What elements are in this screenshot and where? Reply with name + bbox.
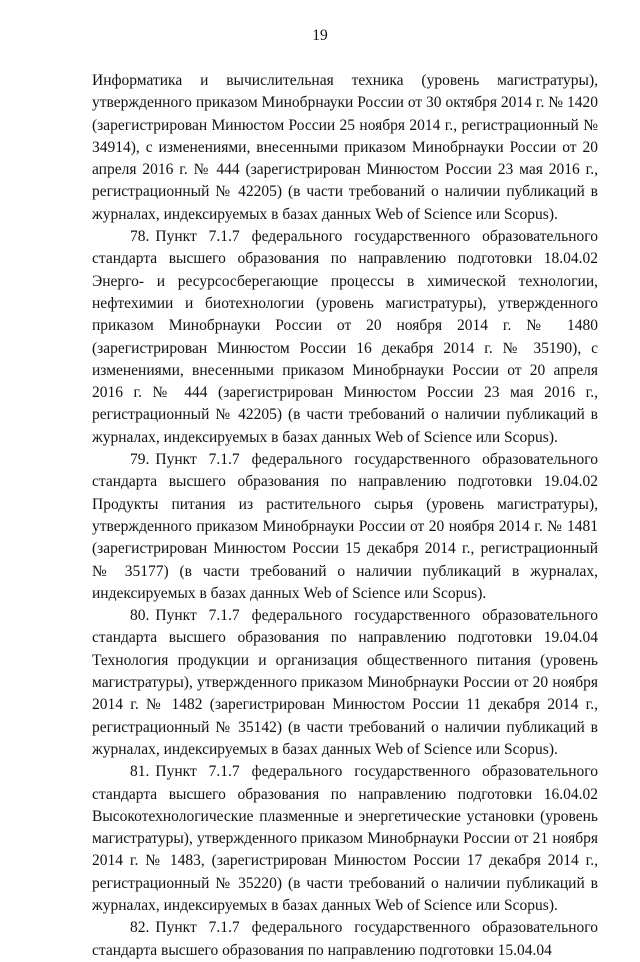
paragraph-number: 81. <box>130 763 150 781</box>
paragraph-text: Пункт 7.1.7 федерального государственного образовательного стандарта высшего образования по направлению подготовки 18.04.02 Энерго- и ресурсосберегающие процессы в химической технологии, нефтехимии и биотехнологии (уровень магистратуры), утвержденного приказом Минобрнауки России от 20 ноября 2014 г. № 1480 (зарегистрирован Минюстом России 16 декабря 2014 г. № 35190), с изменениями, внесенными приказом Минобрнауки России от 20 апреля 2016 г. № 444 (зарегистрирован Минюстом России 23 мая 2016 г., регистрационный № 42205) (в части требований о наличии публикаций в журналах, индексируемых в базах данных Web of Science или Scopus). <box>92 228 598 446</box>
paragraph-text: Пункт 7.1.7 федерального государственного образовательного стандарта высшего образования по направлению подготовки 16.04.02 Высокотехнологические плазменные и энергетические установки (уровень магистратуры), утвержденного приказом Минобрнауки России от 21 ноября 2014 г. № 1483, (зарегистрирован Минюстом России 17 декабря 2014 г., регистрационный № 35220) (в части требований о наличии публикаций в журналах, индексируемых в базах данных Web of Science или Scopus). <box>92 763 598 914</box>
paragraph-continuation <box>92 70 598 226</box>
page-number: 19 <box>312 27 328 44</box>
paragraph-79 <box>92 449 598 605</box>
paragraph-number: 82. <box>130 919 150 937</box>
paragraph-82 <box>92 917 598 962</box>
paragraph-number: 79. <box>130 451 150 469</box>
paragraph-number: 80. <box>130 607 150 625</box>
paragraph-text: Информатика и вычислительная техника (уровень магистратуры), утвержденного приказом Минобрнауки России от 30 октября 2014 г. № 1420 (зарегистрирован Минюстом России 25 ноября 2014 г., регистрационный № 34914), с изменениями, внесенными приказом Минобрнауки России от 20 апреля 2016 г. № 444 (зарегистрирован Минюстом России 23 мая 2016 г., регистрационный № 42205) (в части требований о наличии публикаций в журналах, индексируемых в базах данных Web of Science или Scopus). <box>92 72 598 223</box>
paragraph-text: Пункт 7.1.7 федерального государственного образовательного стандарта высшего образования по направлению подготовки 19.04.02 Продукты питания из растительного сырья (уровень магистратуры), утвержденного приказом Минобрнауки России от 20 ноября 2014 г. № 1481 (зарегистрирован Минюстом России 15 декабря 2014 г., регистрационный № 35177) (в части требований о наличии публикаций в журналах, индексируемых в базах данных Web of Science или Scopus). <box>92 451 598 602</box>
paragraph-78 <box>92 226 598 449</box>
paragraph-number: 78. <box>130 228 150 246</box>
paragraph-81 <box>92 761 598 917</box>
document-body <box>92 70 598 962</box>
paragraph-80 <box>92 605 598 761</box>
paragraph-text: Пункт 7.1.7 федерального государственного образовательного стандарта высшего образования по направлению подготовки 15.04.04 <box>92 919 598 959</box>
paragraph-text: Пункт 7.1.7 федерального государственного образовательного стандарта высшего образования по направлению подготовки 19.04.04 Технология продукции и организация общественного питания (уровень магистратуры), утвержденного приказом Минобрнауки России от 20 ноября 2014 г. № 1482 (зарегистрирован Минюстом России 11 декабря 2014 г., регистрационный № 35142) (в части требований о наличии публикаций в журналах, индексируемых в базах данных Web of Science или Scopus). <box>92 607 598 758</box>
